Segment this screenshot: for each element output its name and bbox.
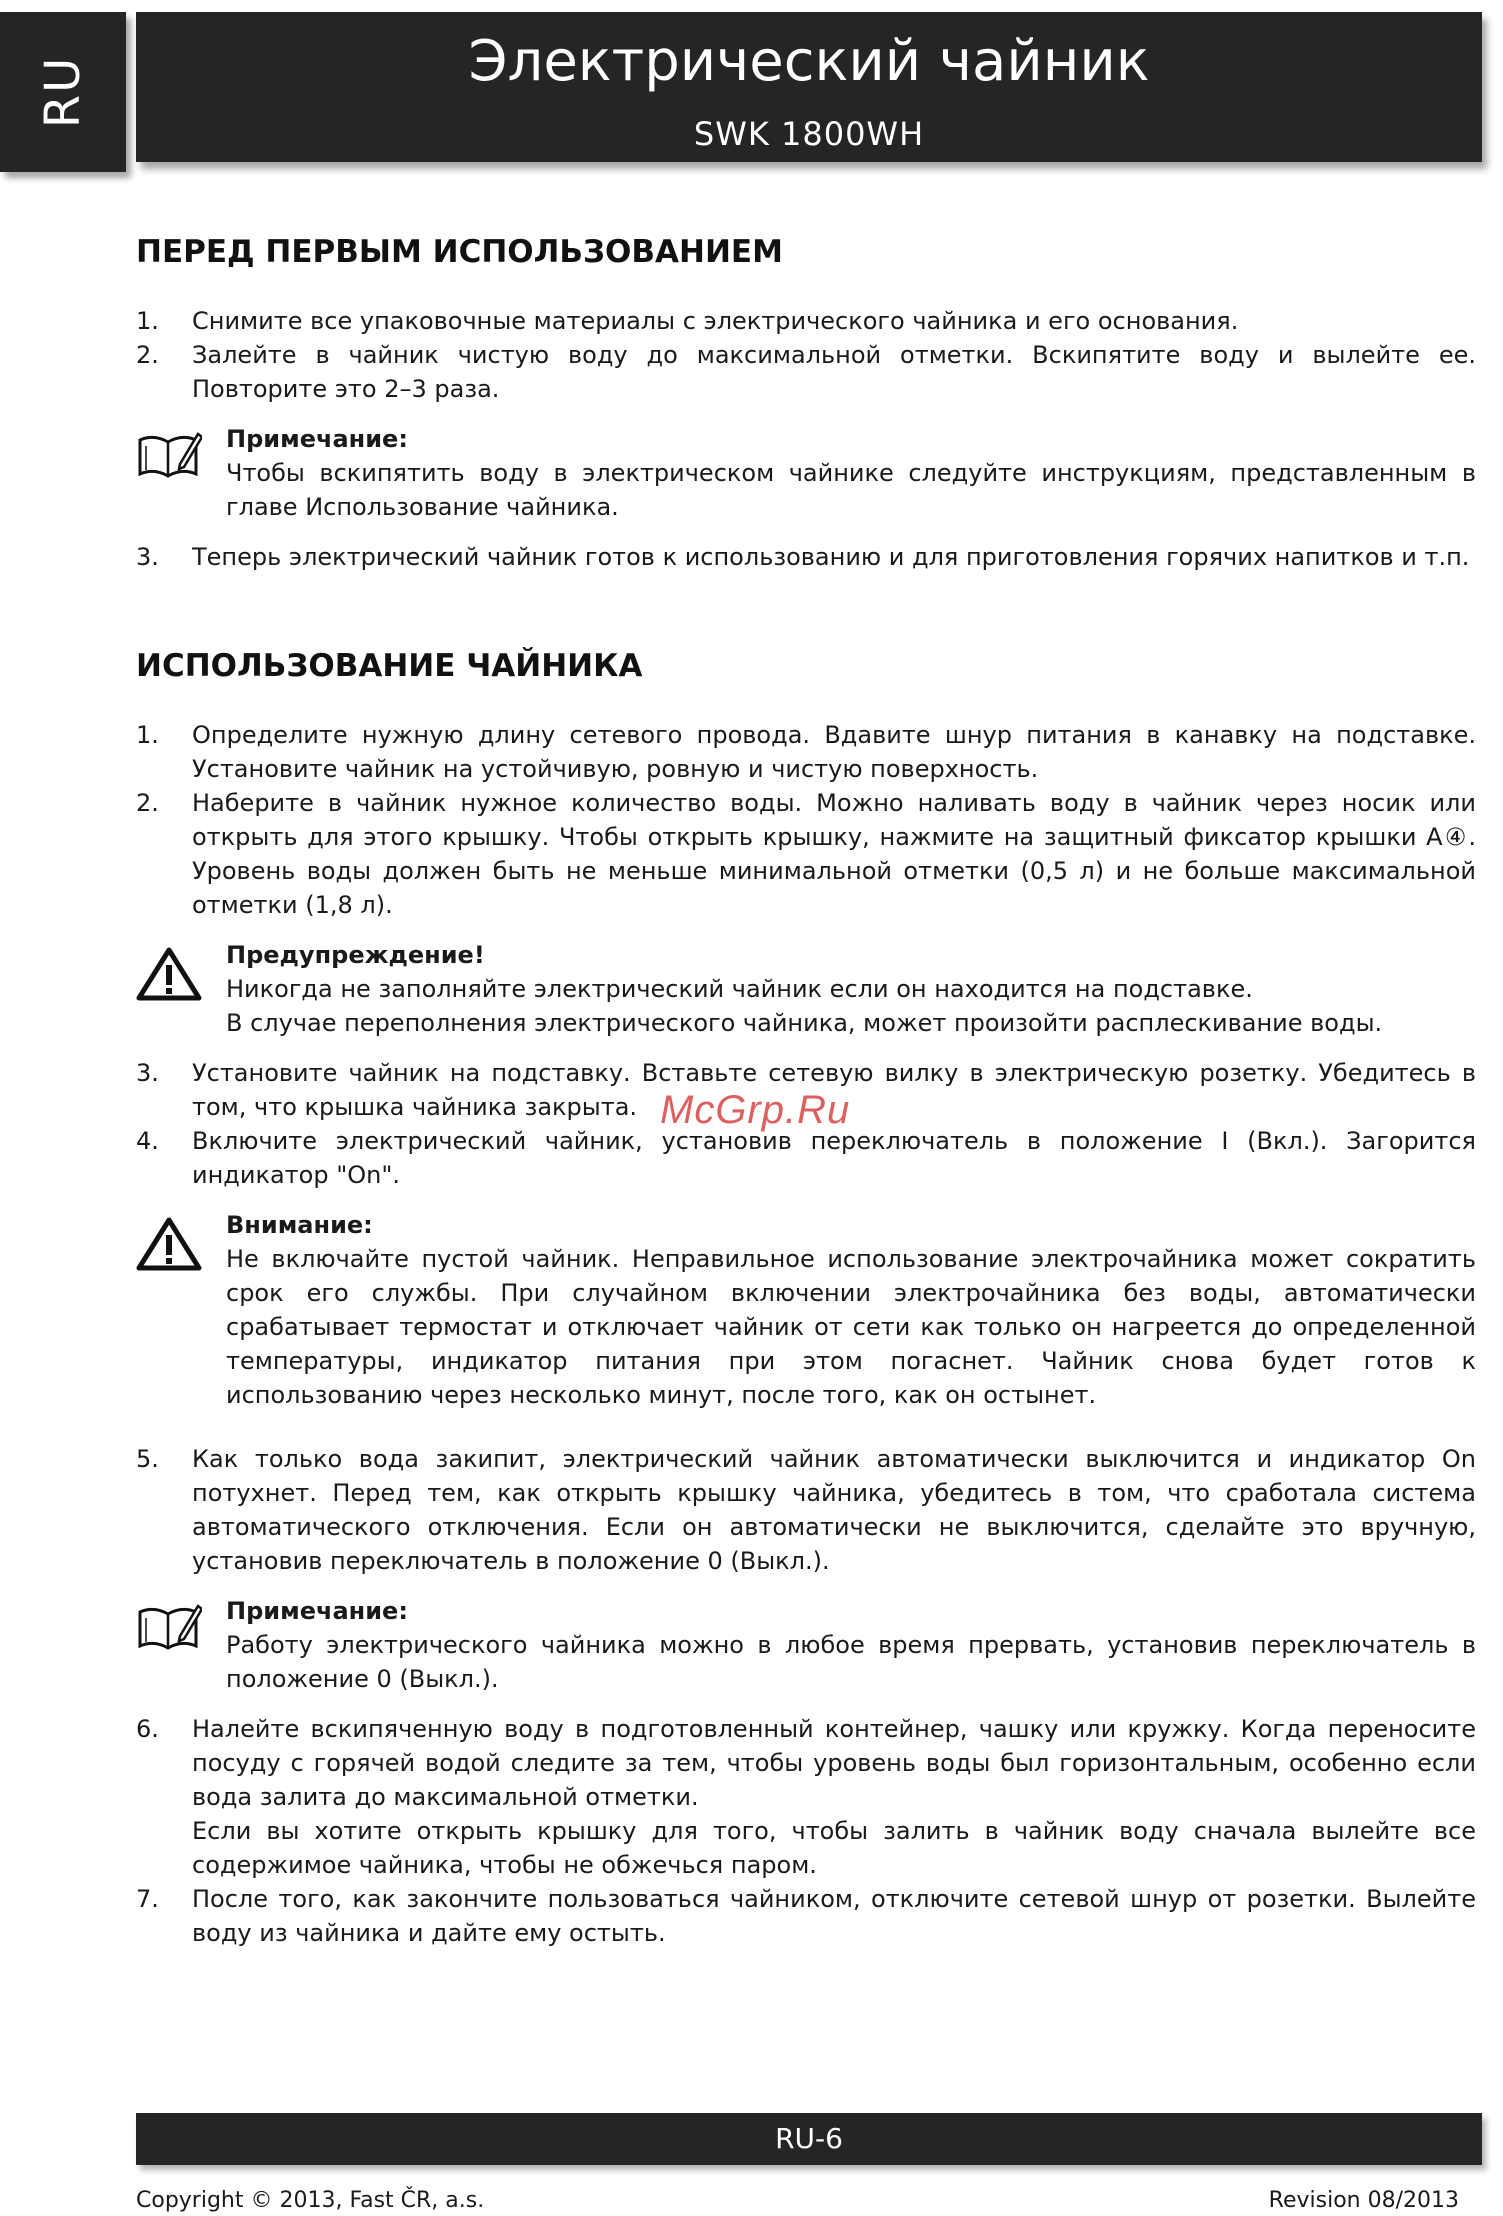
page-number: RU-6: [775, 2122, 843, 2155]
copyright: Copyright © 2013, Fast ČR, a.s.: [136, 2188, 485, 2213]
steps-list: [136, 304, 1476, 406]
caution-box: [136, 1208, 1476, 1412]
list-item: 1. Определите нужную длину сетевого провода. Вдавите шнур питания в канавку на подставке. Установите чайник на устойчивую, ровную и чистую поверхность.: [136, 721, 1476, 783]
steps-list: [136, 718, 1476, 922]
steps-list: [136, 1442, 1476, 1578]
list-item: 3. Теперь электрический чайник готов к использованию и для приготовления горячих напитков и т.п.: [136, 543, 1470, 571]
list-item: 2. Наберите в чайник нужное количество воды. Можно наливать воду в чайник через носик или открыть для этого крышку. Чтобы открыть крышку, нажмите на защитный фиксатор крышки A④. Уровень воды должен быть не меньше минимальной отметки (0,5 л) и не больше максимальной отметки (1,8 л).: [136, 789, 1476, 919]
warning-box: [136, 938, 1476, 1040]
warning-triangle-icon: [136, 938, 226, 1006]
list-item: 2. Залейте в чайник чистую воду до максимальной отметки. Вскипятите воду и вылейте ее. Повторите это 2–3 раза.: [136, 341, 1476, 403]
language-code: RU: [35, 55, 91, 129]
list-item: 5. Как только вода закипит, электрический чайник автоматически выключится и индикатор On потухнет. Перед тем, как открыть крышку чайника, убедитесь в том, что сработала система автоматического отключения. Если он автоматически не выключится, сделайте это вручную, установив переключатель в положение 0 (Выкл.).: [136, 1445, 1476, 1575]
language-tab: [0, 12, 126, 172]
list-item: 7. После того, как закончите пользоваться чайником, отключите сетевой шнур от розетки. Вылейте воду из чайника и дайте ему остыть.: [136, 1885, 1476, 1947]
title-bar: [136, 12, 1482, 162]
note-box: [136, 422, 1476, 524]
note-text: Примечание: Работу электрического чайника можно в любое время прервать, установив переключатель в положение 0 (Выкл.).: [226, 1597, 1476, 1693]
list-item: 1. Снимите все упаковочные материалы с электрического чайника и его основания.: [136, 307, 1239, 335]
note-box: [136, 1594, 1476, 1696]
model-number: SWK 1800WH: [693, 115, 925, 153]
list-item: 6. Налейте вскипяченную воду в подготовленный контейнер, чашку или кружку. Когда переносите посуду с горячей водой следите за тем, чтобы уровень воды был горизонтальным, особенно если вода залита до максимальной отметки. Если вы хотите открыть крышку для того, чтобы залить в чайник воду сначала вылейте все содержимое чайника, чтобы не обжечься паром.: [136, 1715, 1476, 1879]
note-text: Примечание: Чтобы вскипятить воду в электрическом чайнике следуйте инструкциям, представленным в главе Использование чайника.: [226, 425, 1476, 521]
list-item: 3. Установите чайник на подставку. Вставьте сетевую вилку в электрическую розетку. Убедитесь в том, что крышка чайника закрыта.: [136, 1059, 1476, 1121]
warning-text: Предупреждение! Никогда не заполняйте электрический чайник если он находится на подставке. В случае переполнения электрического чайника, может произойти расплескивание воды.: [226, 941, 1383, 1037]
page-number-bar: [136, 2113, 1482, 2165]
section-heading-using-kettle: ИСПОЛЬЗОВАНИЕ ЧАЙНИКА: [136, 648, 643, 684]
steps-list: [136, 1712, 1476, 1950]
document-title: Электрический чайник: [468, 29, 1150, 94]
steps-list: [136, 540, 1476, 574]
list-item: 4. Включите электрический чайник, установив переключатель в положение I (Вкл.). Загорится индикатор "On".: [136, 1127, 1476, 1189]
warning-triangle-icon: [136, 1208, 226, 1276]
revision: Revision 08/2013: [1268, 2188, 1459, 2213]
section-heading-before-first-use: ПЕРЕД ПЕРВЫМ ИСПОЛЬЗОВАНИЕМ: [136, 234, 783, 270]
caution-text: Внимание: Не включайте пустой чайник. Неправильное использование электрочайника может сократить срок его службы. При случайном включении электрочайника без воды, автоматически срабатывает термостат и отключает чайник от сети как только он нагреется до определенной температуры, индикатор питания при этом погаснет. Чайник снова будет готов к использованию через несколько минут, после того, как он остынет.: [226, 1211, 1476, 1409]
notebook-pen-icon: [136, 422, 226, 490]
notebook-pen-icon: [136, 1594, 226, 1662]
watermark: McGrp.Ru: [660, 1088, 851, 1132]
